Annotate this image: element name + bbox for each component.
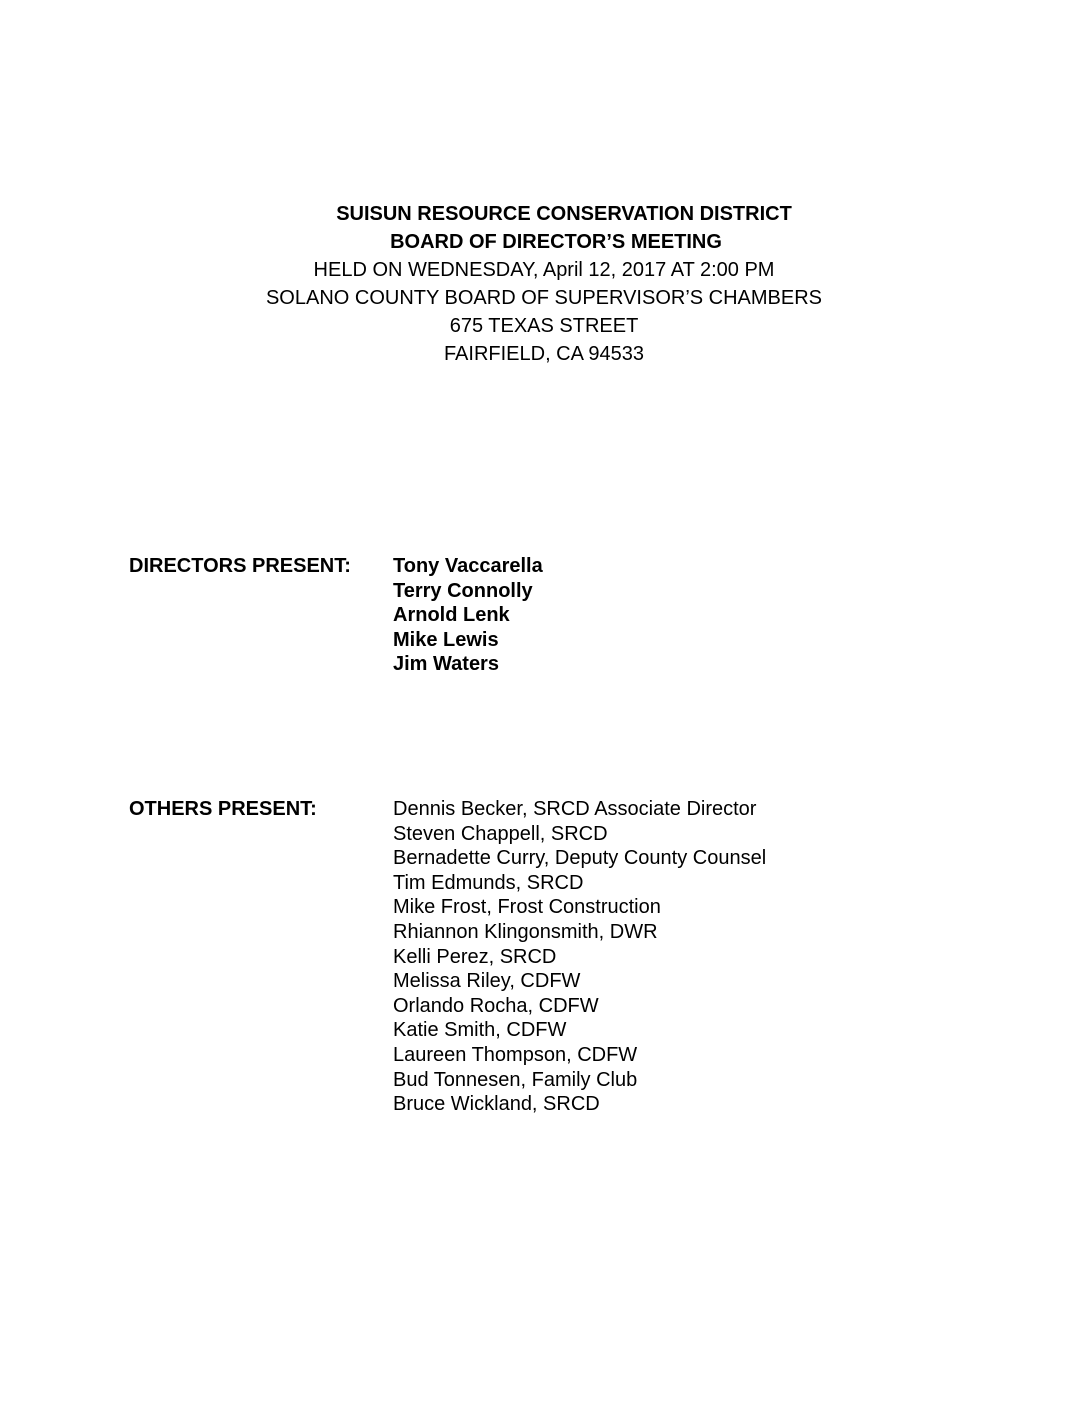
director-name: Terry Connolly <box>393 579 533 602</box>
attendee-name: Bruce Wickland, SRCD <box>393 1093 600 1116</box>
attendee-name: Orlando Rocha, CDFW <box>393 994 599 1017</box>
attendee-name: Bernadette Curry, Deputy County Counsel <box>393 847 767 870</box>
attendee-name: Rhiannon Klingonsmith, DWR <box>393 920 658 943</box>
attendee-name: Steven Chappell, SRCD <box>393 822 608 845</box>
meeting-date: HELD ON WEDNESDAY, April 12, 2017 AT 2:00 PM <box>313 259 775 281</box>
attendee-name: Katie Smith, CDFW <box>393 1019 567 1042</box>
district-name: SUISUN RESOURCE CONSERVATION DISTRICT <box>336 203 792 225</box>
venue-street: 675 TEXAS STREET <box>449 315 639 337</box>
attendee-name: Dennis Becker, SRCD Associate Director <box>393 798 757 820</box>
attendee-name: Tim Edmunds, SRCD <box>393 871 584 894</box>
attendee-name: Melissa Riley, CDFW <box>393 970 581 993</box>
director-name: Mike Lewis <box>393 628 499 651</box>
director-name: Arnold Lenk <box>393 604 510 627</box>
attendee-name: Laureen Thompson, CDFW <box>393 1043 638 1066</box>
attendee-name: Bud Tonnesen, Family Club <box>393 1068 638 1091</box>
venue-city: FAIRFIELD, CA 94533 <box>443 343 645 365</box>
meeting-header <box>0 200 1088 368</box>
others-list <box>393 797 766 1117</box>
directors-list <box>393 554 543 677</box>
attendee-name: Kelli Perez, SRCD <box>393 945 557 968</box>
others-present-label: OTHERS PRESENT: <box>129 798 317 820</box>
attendee-name: Mike Frost, Frost Construction <box>393 896 661 919</box>
director-name: Jim Waters <box>393 653 499 676</box>
director-name: Tony Vaccarella <box>393 555 543 577</box>
meeting-venue: SOLANO COUNTY BOARD OF SUPERVISOR’S CHAMBERS <box>265 287 823 309</box>
meeting-title: BOARD OF DIRECTOR’S MEETING <box>390 231 722 253</box>
directors-present-label: DIRECTORS PRESENT: <box>129 555 351 577</box>
